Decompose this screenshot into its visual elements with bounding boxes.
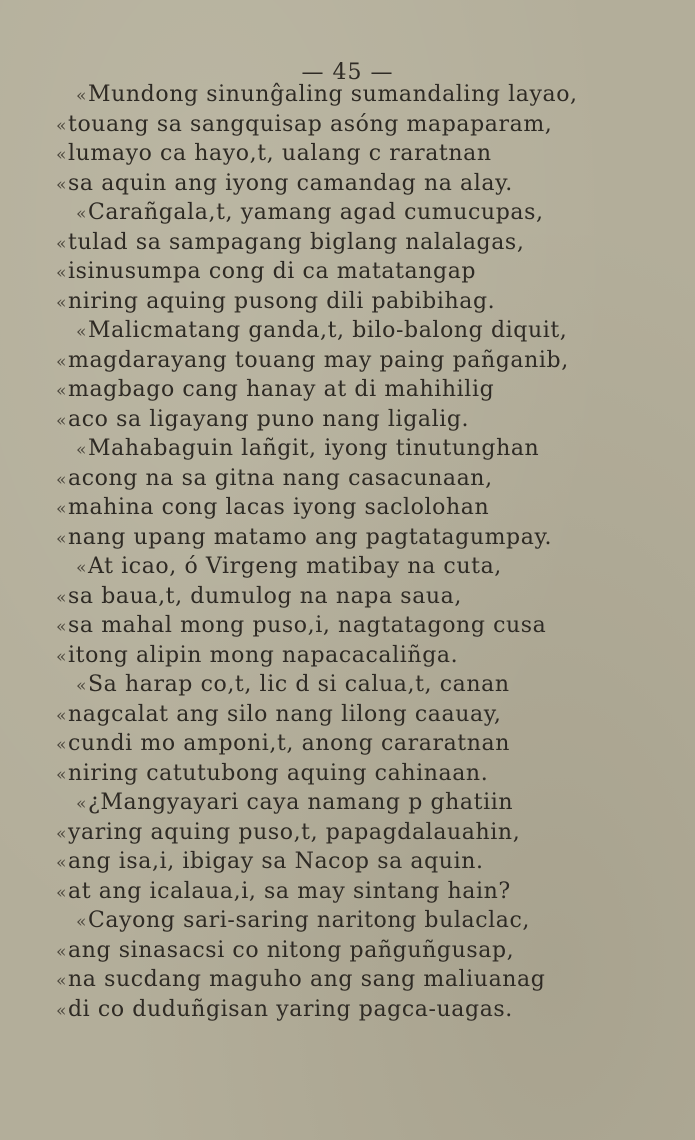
quote-mark: « <box>56 528 68 549</box>
quote-mark: « <box>56 823 68 844</box>
quote-mark: « <box>56 617 68 637</box>
line-text: at ang icalaua,i, sa may sintang hain? <box>68 878 511 904</box>
text-line <box>56 582 656 612</box>
line-text: lumayo ca hayo,t, ualang c raratnan <box>68 141 492 166</box>
line-text: Malicmatang ganda,t, bilo-balong diquit, <box>88 318 568 343</box>
text-line <box>56 788 656 818</box>
line-text: aco sa ligayang puno nang ligalig. <box>68 406 470 432</box>
line-text: na sucdang maguho ang sang maliuanag <box>68 967 546 992</box>
text-line <box>56 139 656 169</box>
text-line <box>56 936 656 966</box>
text-line <box>56 523 656 553</box>
line-text: Mundong sinunĝaling sumandaling layao, <box>88 82 578 107</box>
poem-text <box>56 80 656 1024</box>
line-text: tulad sa sampagang biglang nalalagas, <box>68 229 525 255</box>
quote-mark: « <box>56 764 68 785</box>
quote-mark: « <box>56 587 68 608</box>
line-text: mahina cong lacas iyong saclolohan <box>68 495 490 520</box>
text-line <box>56 287 656 317</box>
text-line <box>56 228 656 258</box>
line-text: sa baua,t, dumulog na napa saua, <box>68 583 462 609</box>
text-line <box>56 316 656 346</box>
quote-mark: « <box>56 646 68 667</box>
text-line <box>56 847 656 877</box>
text-line <box>56 198 656 228</box>
text-line <box>56 169 656 199</box>
text-line <box>56 877 656 907</box>
quote-mark: « <box>56 263 68 283</box>
text-line <box>56 995 656 1025</box>
quote-mark: « <box>56 1000 68 1021</box>
text-line <box>56 552 656 582</box>
text-line <box>56 759 656 789</box>
line-text: magbago cang hanay at di mahihilig <box>68 377 495 402</box>
quote-mark: « <box>76 322 88 342</box>
text-line <box>56 700 656 730</box>
text-line <box>56 257 656 287</box>
quote-mark: « <box>56 941 68 962</box>
quote-mark: « <box>56 735 68 755</box>
line-text: sa mahal mong puso,i, nagtatagong cusa <box>68 613 547 638</box>
line-text: niring aquing pusong dili pabibihag. <box>68 288 496 314</box>
text-line <box>56 818 656 848</box>
quote-mark: « <box>56 115 68 136</box>
text-line <box>56 670 656 700</box>
quote-mark: « <box>76 912 88 932</box>
quote-mark: « <box>56 351 68 372</box>
line-text: Carañgala,t, yamang agad cumucupas, <box>88 200 544 225</box>
quote-mark: « <box>76 440 88 460</box>
line-text: ang sinasacsi co nitong pañguñgusap, <box>68 937 515 963</box>
quote-mark: « <box>56 853 68 873</box>
line-text: cundi mo amponi,t, anong cararatnan <box>68 731 510 756</box>
quote-mark: « <box>56 174 68 195</box>
quote-mark: « <box>56 882 68 903</box>
line-text: nagcalat ang silo nang lilong caauay, <box>68 701 502 727</box>
quote-mark: « <box>76 86 88 106</box>
text-line <box>56 965 656 995</box>
quote-mark: « <box>56 145 68 165</box>
page-number: — 45 — <box>301 60 394 85</box>
text-line <box>56 375 656 405</box>
line-text: isinusumpa cong di ca matatangap <box>68 259 477 284</box>
text-line <box>56 80 656 110</box>
text-line <box>56 464 656 494</box>
quote-mark: « <box>76 558 88 578</box>
quote-mark: « <box>56 381 68 401</box>
line-text: Sa harap co,t, lic d si calua,t, canan <box>88 672 510 697</box>
quote-mark: « <box>56 410 68 431</box>
line-text: At icao, ó Virgeng matibay na cuta, <box>88 554 502 579</box>
quote-mark: « <box>56 292 68 313</box>
text-line <box>56 405 656 435</box>
line-text: sa aquin ang iyong camandag na alay. <box>68 170 513 196</box>
text-line <box>56 434 656 464</box>
text-line <box>56 611 656 641</box>
line-text: ang isa,i, ibigay sa Nacop sa aquin. <box>68 849 484 874</box>
line-text: di co duduñgisan yaring pagca-uagas. <box>68 996 513 1022</box>
line-text: magdarayang touang may paing pañganib, <box>68 347 569 373</box>
text-line <box>56 493 656 523</box>
line-text: Cayong sari-saring naritong bulaclac, <box>88 908 531 933</box>
quote-mark: « <box>56 499 68 519</box>
text-line <box>56 906 656 936</box>
quote-mark: « <box>76 204 88 224</box>
quote-mark: « <box>56 971 68 991</box>
line-text: yaring aquing puso,t, papagdalauahin, <box>68 819 521 845</box>
quote-mark: « <box>76 794 88 814</box>
line-text: itong alipin mong napacacaliñga. <box>68 642 459 668</box>
line-text: acong na sa gitna nang casacunaan, <box>68 465 493 491</box>
line-text: niring catutubong aquing cahinaan. <box>68 760 489 786</box>
quote-mark: « <box>56 469 68 490</box>
line-text: Mahabaguin lañgit, iyong tinutunghan <box>88 436 540 461</box>
quote-mark: « <box>56 705 68 726</box>
line-text: nang upang matamo ang pagtatagumpay. <box>68 524 553 550</box>
quote-mark: « <box>76 676 88 696</box>
line-text: touang sa sangquisap asóng mapaparam, <box>68 111 553 137</box>
text-line <box>56 346 656 376</box>
text-line <box>56 729 656 759</box>
page-bottom-margin <box>0 1040 695 1140</box>
line-text: ¿Mangyayari caya namang p ghatiin <box>88 790 514 815</box>
quote-mark: « <box>56 233 68 254</box>
text-line <box>56 641 656 671</box>
text-line <box>56 110 656 140</box>
